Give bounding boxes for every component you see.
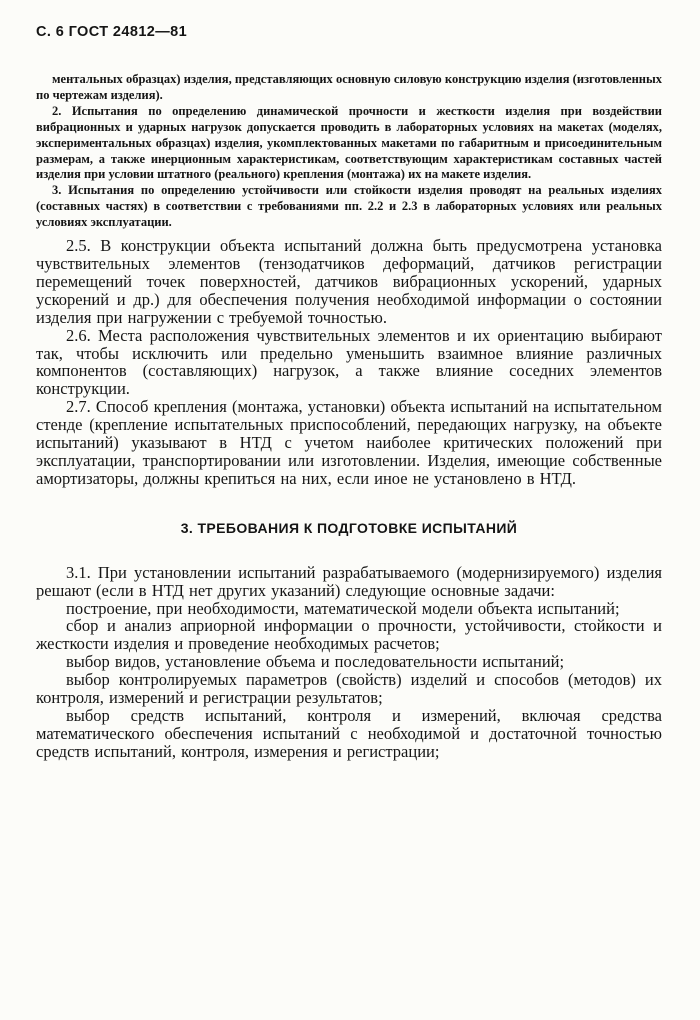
note-paragraph-3: 3. Испытания по определению устойчивости или стойкости изделия проводят на реальных изделиях (составных частях) в соответствии с требованиями пп. 2.2 и 2.3 в лабораторных условиях или реальных условиях эксплуатации. (36, 183, 662, 230)
paragraph-3-1-intro: 3.1. При установлении испытаний разрабатываемого (модернизируемого) изделия решают (если в НТД нет других указаний) следующие основные задачи: (36, 562, 662, 600)
page-header (36, 24, 662, 40)
note-paragraph-1-continuation: ментальных образцах) изделия, представляющих основную силовую конструкцию изделия (изготовленных по чертежам изделия). (36, 72, 662, 102)
section-3-heading: 3. ТРЕБОВАНИЯ К ПОДГОТОВКЕ ИСПЫТАНИЙ (180, 519, 518, 536)
task-list-item-1: построение, при необходимости, математической модели объекта испытаний; (66, 598, 620, 618)
paragraph-2-7: 2.7. Способ крепления (монтажа, установки) объекта испытаний на испытательном стенде (крепление испытательных приспособлений, передающих нагрузку, на объекте испытаний) указывают в НТД с учетом наиболее критических положений при эксплуатации, транспортировании или изготовлении. Изделия, имеющие собственные амортизаторы, должны крепиться на них, если иное не установлено в НТД. (36, 397, 662, 488)
note-paragraph-2: 2. Испытания по определению динамической прочности и жесткости изделия при воздействии вибрационных и ударных нагрузок допускается проводить в лабораторных условиях на макетах (моделях, экспериментальных образцах) изделия, укомплектованных макетами по габаритным и присоединительным размерам, а также инерционным характеристикам, соответствующим характеристикам составных частей изделия при условии штатного (реального) крепления (монтажа) их на макете изделия. (36, 103, 662, 182)
task-list-item-5: выбор средств испытаний, контроля и измерений, включая средства математического обеспечения испытаний с необходимой и достаточной точностью средств испытаний, контроля, измерения и регистрации; (36, 706, 662, 761)
notes-block (36, 72, 662, 231)
paragraph-2-6: 2.6. Места расположения чувствительных элементов и их ориентацию выбирают так, чтобы исключить или предельно уменьшить взаимное влияние различных компонентов (составляющих) нагрузок, а также влияние соседних элементов конструкции. (36, 325, 662, 399)
paragraph-2-5: 2.5. В конструкции объекта испытаний должна быть предусмотрена установка чувствительных элементов (тензодатчиков деформаций, датчиков регистрации перемещений точек поверхностей, датчиков вибрационных ускорений, ударных ускорений и др.) для обеспечения получения необходимой информации о состоянии изделия при нагружении с требуемой точностью. (36, 236, 662, 327)
task-list-item-4: выбор контролируемых параметров (свойств) изделий и способов (методов) их контроля, измерений и регистрации результатов; (36, 670, 662, 708)
section-2-paragraphs (36, 237, 662, 488)
task-list-item-2: сбор и анализ априорной информации о прочности, устойчивости, стойкости и жесткости изделия и проведение необходимых расчетов; (36, 616, 662, 654)
page-number-and-standard-label: С. 6 ГОСТ 24812—81 (36, 24, 188, 40)
section-3-paragraphs (36, 564, 662, 761)
task-list-item-3: выбор видов, установление объема и последовательности испытаний; (66, 652, 565, 672)
